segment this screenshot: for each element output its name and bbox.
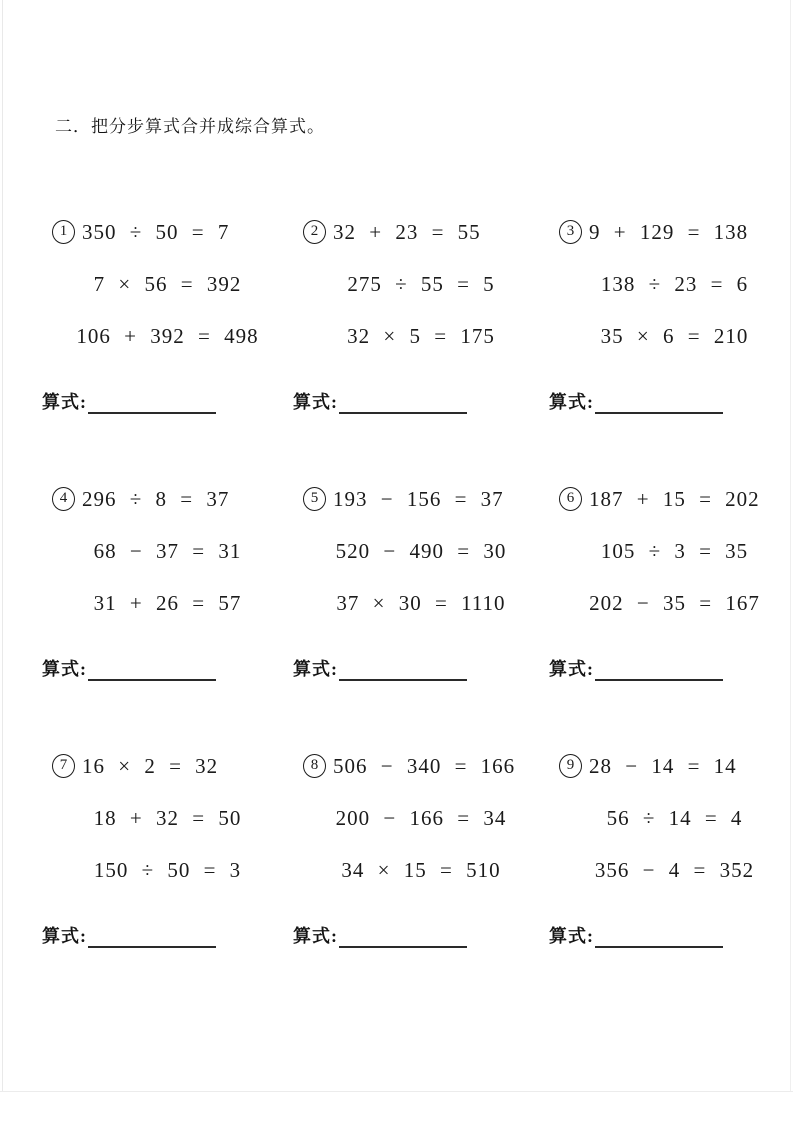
equation: 506 − 340 = 166	[333, 753, 516, 778]
formula-label: 算式:	[293, 659, 338, 679]
problem-8	[293, 740, 549, 954]
section-title: 二．把分步算式合并成综合算式。	[55, 117, 325, 136]
formula-line	[42, 896, 293, 954]
equation: 200 − 166 = 34	[335, 805, 507, 830]
equation: 56 ÷ 14 = 4	[606, 805, 743, 830]
step-line	[549, 792, 793, 844]
equation: 105 ÷ 3 = 35	[600, 538, 749, 563]
problem-number-badge: 6	[559, 487, 582, 511]
problem-number-badge: 1	[52, 220, 75, 244]
formula-line	[293, 362, 549, 420]
equation: 35 × 6 = 210	[600, 323, 749, 348]
formula-label: 算式:	[42, 392, 87, 412]
answer-blank	[339, 926, 467, 948]
equation: 350 ÷ 50 = 7	[82, 219, 230, 244]
step-line	[42, 206, 293, 258]
step-line	[42, 473, 293, 525]
equation: 68 − 37 = 31	[93, 538, 242, 563]
equation: 520 − 490 = 30	[335, 538, 507, 563]
step-line	[549, 206, 793, 258]
equation: 31 + 26 = 57	[93, 590, 242, 615]
step-line	[549, 525, 793, 577]
step-line	[549, 310, 793, 362]
page-edge-bottom	[0, 1091, 793, 1092]
equation: 34 × 15 = 510	[341, 857, 501, 882]
equation: 9 + 129 = 138	[589, 219, 749, 244]
formula-line	[42, 362, 293, 420]
problem-3	[549, 206, 793, 420]
equation: 187 + 15 = 202	[589, 486, 760, 511]
step-line	[42, 258, 293, 310]
formula-line	[549, 896, 793, 954]
step-line	[293, 844, 549, 896]
step-line	[549, 844, 793, 896]
answer-blank	[595, 926, 723, 948]
equation: 356 − 4 = 352	[594, 857, 755, 882]
equation: 138 ÷ 23 = 6	[600, 271, 749, 296]
equation: 32 × 5 = 175	[347, 323, 495, 348]
problem-number-badge: 3	[559, 220, 582, 244]
formula-line	[549, 362, 793, 420]
step-line	[293, 792, 549, 844]
equation: 296 ÷ 8 = 37	[82, 486, 230, 511]
formula-line	[549, 629, 793, 687]
formula-label: 算式:	[293, 392, 338, 412]
answer-blank	[88, 926, 216, 948]
equation: 7 × 56 = 392	[93, 271, 242, 296]
problem-number-badge: 5	[303, 487, 326, 511]
problem-number-badge: 8	[303, 754, 326, 778]
step-line	[293, 310, 549, 362]
equation: 202 − 35 = 167	[589, 590, 760, 615]
step-line	[42, 740, 293, 792]
equation: 106 + 392 = 498	[76, 323, 259, 348]
answer-blank	[88, 392, 216, 414]
equation: 32 + 23 = 55	[333, 219, 481, 244]
formula-label: 算式:	[549, 392, 594, 412]
step-line	[42, 792, 293, 844]
equation: 18 + 32 = 50	[93, 805, 242, 830]
problem-9	[549, 740, 793, 954]
step-line	[549, 258, 793, 310]
equation: 37 × 30 = 1110	[336, 590, 506, 615]
problem-6	[549, 473, 793, 687]
problem-number-badge: 2	[303, 220, 326, 244]
step-line	[293, 740, 549, 792]
equation: 193 − 156 = 37	[333, 486, 504, 511]
answer-blank	[339, 392, 467, 414]
problem-7	[42, 740, 293, 954]
problem-number-badge: 4	[52, 487, 75, 511]
step-line	[42, 525, 293, 577]
problem-4	[42, 473, 293, 687]
step-line	[293, 206, 549, 258]
equation: 16 × 2 = 32	[82, 753, 219, 778]
problem-5	[293, 473, 549, 687]
step-line	[293, 577, 549, 629]
step-line	[42, 577, 293, 629]
step-line	[549, 473, 793, 525]
step-line	[42, 310, 293, 362]
equation: 150 ÷ 50 = 3	[93, 857, 242, 882]
formula-label: 算式:	[549, 659, 594, 679]
formula-label: 算式:	[293, 926, 338, 946]
step-line	[293, 258, 549, 310]
formula-line	[293, 629, 549, 687]
formula-label: 算式:	[42, 659, 87, 679]
problem-1	[42, 206, 293, 420]
step-line	[549, 740, 793, 792]
step-line	[293, 473, 549, 525]
step-line	[293, 525, 549, 577]
answer-blank	[88, 659, 216, 681]
problems-grid	[42, 206, 793, 954]
step-line	[42, 844, 293, 896]
problem-number-badge: 7	[52, 754, 75, 778]
step-line	[549, 577, 793, 629]
answer-blank	[595, 392, 723, 414]
page-edge-left	[2, 0, 3, 1091]
formula-label: 算式:	[549, 926, 594, 946]
answer-blank	[339, 659, 467, 681]
equation: 28 − 14 = 14	[589, 753, 737, 778]
answer-blank	[595, 659, 723, 681]
problem-number-badge: 9	[559, 754, 582, 778]
formula-line	[293, 896, 549, 954]
equation: 275 ÷ 55 = 5	[347, 271, 495, 296]
problem-2	[293, 206, 549, 420]
formula-line	[42, 629, 293, 687]
formula-label: 算式:	[42, 926, 87, 946]
